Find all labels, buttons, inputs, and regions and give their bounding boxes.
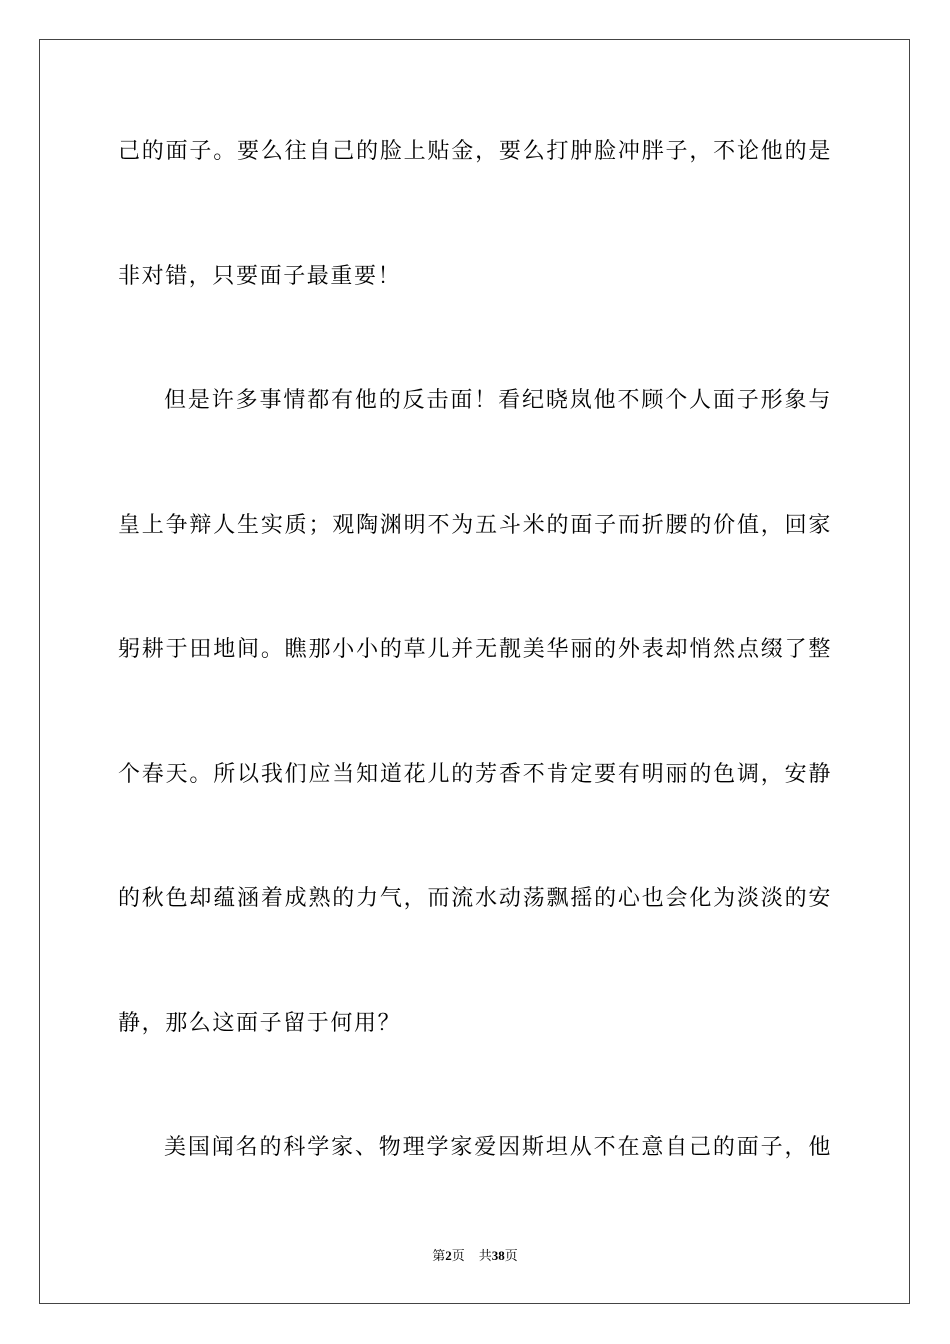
body-text-line: 个春天。所以我们应当知道花儿的芳香不肯定要有明丽的色调，安静 [118,762,832,787]
body-text-line: 皇上争辩人生实质；观陶渊明不为五斗米的面子而折腰的价值，回家 [118,513,832,538]
footer-page-prefix: 第 [432,1248,446,1263]
footer-page-suffix: 页 [451,1248,465,1263]
page-border [39,39,910,1304]
body-text-line: 己的面子。要么往自己的脸上贴金，要么打肿脸冲胖子，不论他的是 [118,139,832,164]
body-text-line: 美国闻名的科学家、物理学家爱因斯坦从不在意自己的面子，他 [164,1135,832,1160]
body-text-line: 躬耕于田地间。瞧那小小的草儿并无靓美华丽的外表却悄然点缀了整 [118,637,832,662]
body-text-line: 非对错，只要面子最重要！ [118,264,402,289]
body-text-line: 的秋色却蕴涵着成熟的力气，而流水动荡飘摇的心也会化为淡淡的安 [118,886,832,911]
footer-page-number: 2 [445,1248,452,1263]
footer-total-suffix: 页 [504,1248,518,1263]
footer-total-number: 38 [491,1248,505,1263]
body-text-line: 静，那么这面子留于何用？ [118,1011,402,1036]
footer-total-prefix: 共 [478,1248,492,1263]
body-text-line: 但是许多事情都有他的反击面！看纪晓岚他不顾个人面子形象与 [164,388,832,413]
page-footer [0,1248,950,1264]
